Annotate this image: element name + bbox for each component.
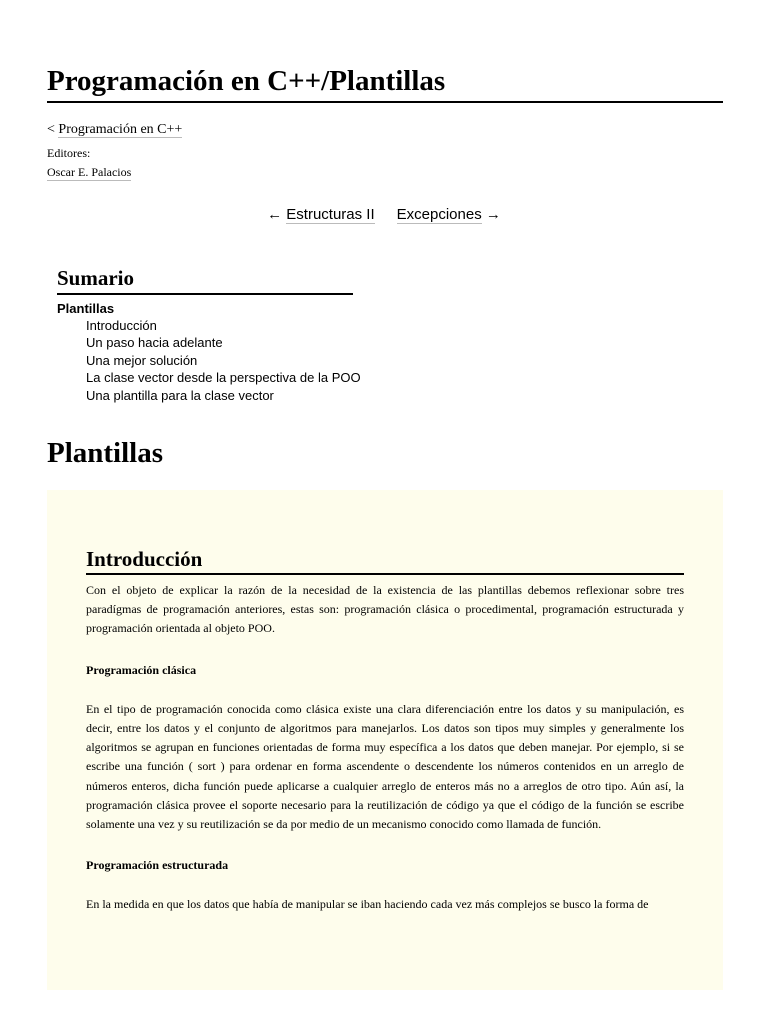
- breadcrumb-prefix: <: [47, 122, 59, 137]
- clasica-heading: Programación clásica: [86, 662, 197, 677]
- page-title: Programación en C++/Plantillas: [47, 62, 723, 103]
- editor-link[interactable]: Oscar E. Palacios: [47, 165, 132, 179]
- toc-title: Sumario: [57, 264, 353, 295]
- editors-label: Editores:: [47, 146, 91, 160]
- content-panel: [47, 490, 723, 990]
- next-arrow: →: [481, 206, 501, 223]
- prev-arrow: ←: [267, 206, 287, 223]
- estructurada-paragraph: En la medida en que los datos que había de manipular se iban haciendo cada vez más complejos se busco la forma de: [86, 897, 649, 912]
- toc-item-plantilla-vector[interactable]: Una plantilla para la clase vector: [86, 387, 274, 403]
- content-body: [86, 545, 684, 915]
- toc-list: [57, 317, 361, 404]
- subsection-heading: Introducción: [86, 545, 684, 575]
- prev-chapter-link[interactable]: Estructuras II: [286, 206, 375, 223]
- intro-paragraph: Con el objeto de explicar la razón de la necesidad de la existencia de las plantillas debemos reflexionar sobre tres paradígmas de programación anteriores, estas son: programación clásica o procedimental, programación estructurada y programación orientada al objeto POO.: [86, 583, 684, 636]
- toc-section-plantillas[interactable]: Plantillas: [57, 301, 115, 316]
- parent-book-link[interactable]: Programación en C++: [58, 122, 183, 137]
- toc-item-paso-adelante[interactable]: Un paso hacia adelante: [86, 335, 223, 351]
- toc-item-clase-vector-poo[interactable]: La clase vector desde la perspectiva de la POO: [86, 370, 361, 386]
- clasica-paragraph: En el tipo de programación conocida como clásica existe una clara diferenciación entre los datos y su manipulación, es decir, entre los datos y el conjunto de algoritmos para manejarlos. Los datos son tipos muy simples y generalmente los algoritmos se agrupan en funciones orientadas de forma muy específica a los datos que deben manejar. Por ejemplo, si se escribe una función ( sort ) para ordenar en forma ascendente o descendente los números contenidos en un arreglo de números enteros, dicha función puede aplicarse a cualquier arreglo de enteros más no a arreglos de otro tipo. Aún así, la programación clásica provee el soporte necesario para la reutilización de código ya que el código de la función se escribe solamente una vez y su reutilización se da por medio de un mecanismo conocido como llamada de función.: [86, 701, 684, 832]
- breadcrumb: [47, 121, 182, 139]
- toc-item-introduccion[interactable]: Introducción: [86, 318, 157, 333]
- estructurada-heading: Programación estructurada: [86, 858, 229, 873]
- next-chapter-link[interactable]: Excepciones: [396, 206, 482, 223]
- section-heading: Plantillas: [47, 437, 164, 469]
- chapter-navigation: [0, 205, 768, 225]
- toc-item-mejor-solucion[interactable]: Una mejor solución: [86, 352, 198, 368]
- table-of-contents: [57, 264, 361, 404]
